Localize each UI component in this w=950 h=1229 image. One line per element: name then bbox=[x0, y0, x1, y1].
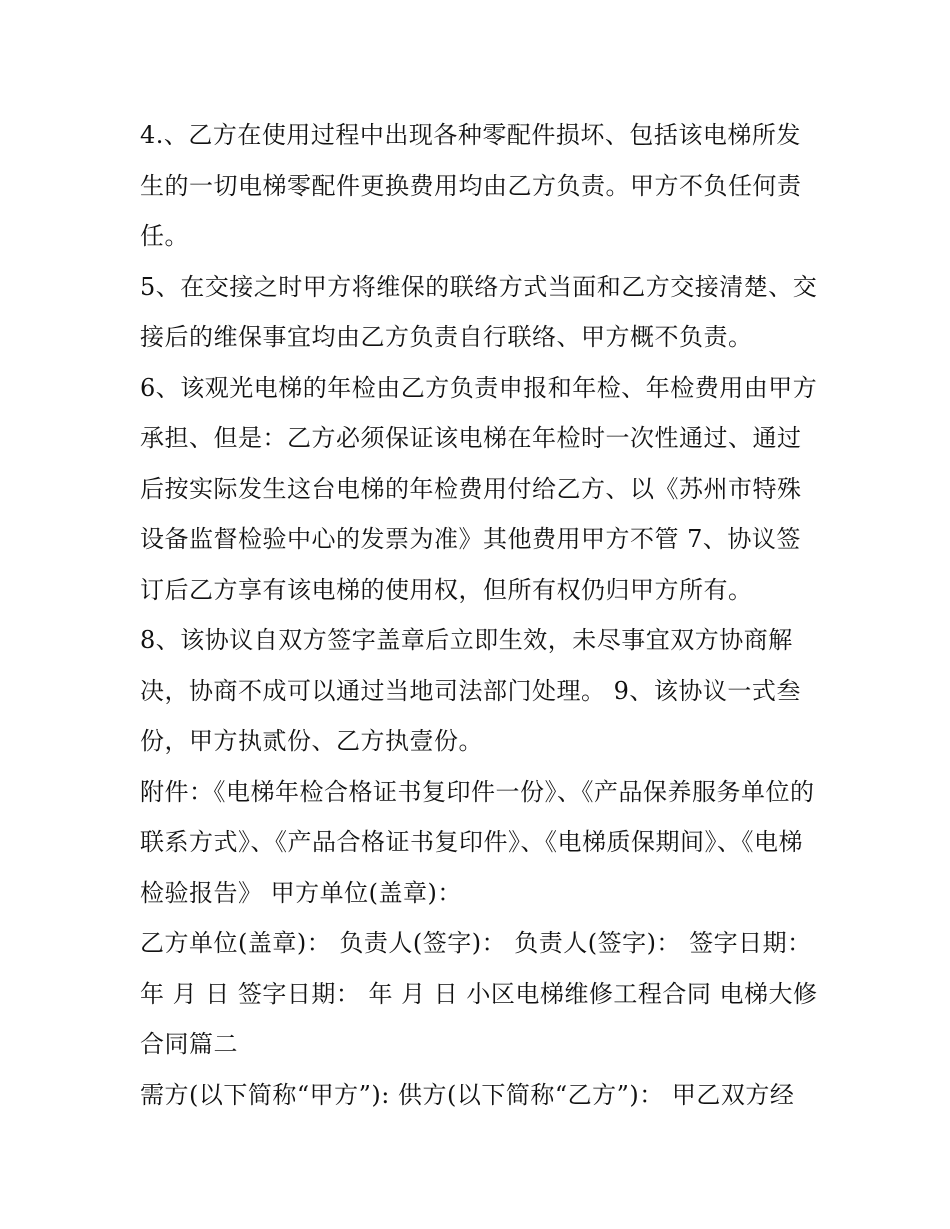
paragraph-clause-6-7: 6、该观光电梯的年检由乙方负责申报和年检、年检费用由甲方承担、但是：乙方必须保证该电梯在年检时一次性通过、通过后按实际发生这台电梯的年检费用付给乙方、以《苏州市特殊设备监督检验中心的发票为准》其他费用甲方不管 7、协议签订后乙方享有该电梯的使用权，但所有权仍归甲方所有。 bbox=[140, 373, 818, 604]
paragraph-clause-4: 4.、乙方在使用过程中出现各种零配件损坏、包括该电梯所发生的一切电梯零配件更换费用均由乙方负责。甲方不负任何责任。 bbox=[140, 121, 802, 250]
paragraph-signatures: 乙方单位(盖章)： 负责人(签字)： 负责人(签字)： 签字日期： 年 月 日 签字日期： 年 月 日 小区电梯维修工程合同 电梯大修合同篇二 bbox=[140, 929, 818, 1058]
paragraph-clause-8-9: 8、该协议自双方签字盖章后立即生效，未尽事宜双方协商解决，协商不成可以通过当地司法部门处理。 9、该协议一式叁份，甲方执贰份、乙方执壹份。 bbox=[140, 626, 801, 755]
paragraph-clause-5: 5、在交接之时甲方将维保的联络方式当面和乙方交接清楚、交接后的维保事宜均由乙方负责自行联络、甲方概不负责。 bbox=[140, 272, 818, 351]
paragraph-attachments: 附件：《电梯年检合格证书复印件一份》、《产品保养服务单位的联系方式》、《产品合格证书复印件》、《电梯质保期间》、《电梯检验报告》 甲方单位(盖章)： bbox=[140, 777, 815, 907]
paragraph-parties: 需方(以下简称“甲方”): 供方(以下简称“乙方”)： 甲乙双方经 bbox=[140, 1080, 795, 1109]
document-body bbox=[140, 110, 820, 1120]
